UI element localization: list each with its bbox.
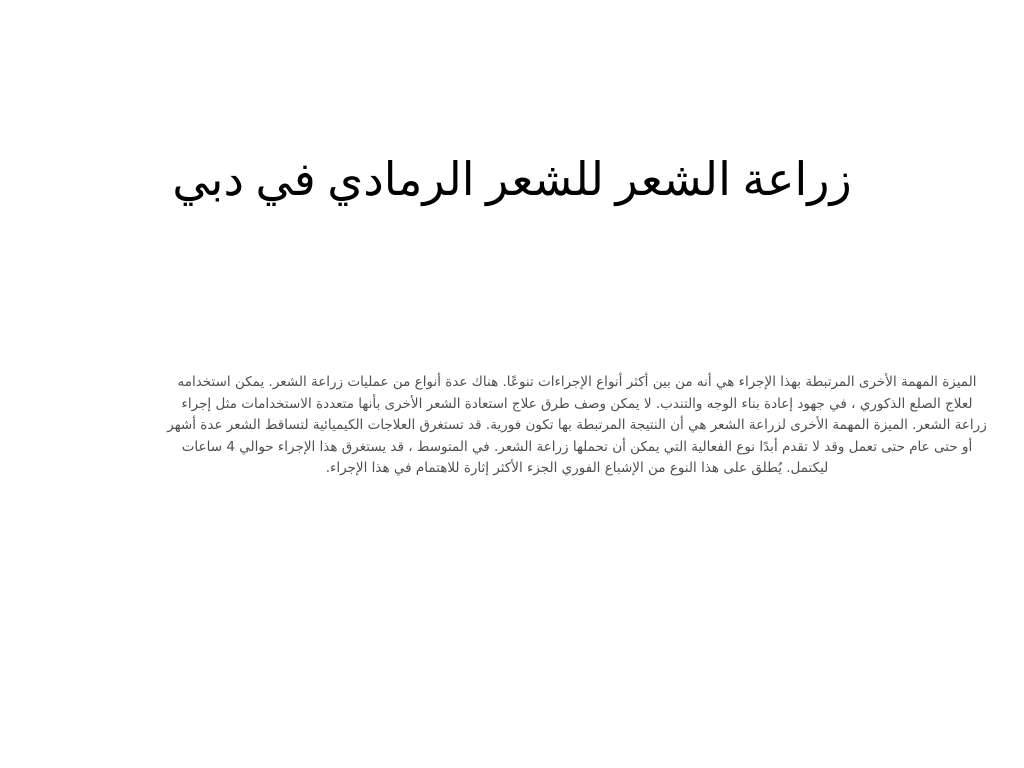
slide-title: زراعة الشعر للشعر الرمادي في دبي bbox=[172, 154, 852, 205]
slide-body-text: الميزة المهمة الأخرى المرتبطة بهذا الإجراء هي أنه من بين أكثر أنواع الإجراءات تنوعًا. هناك عدة أنواع من عمليات زراعة الشعر. يمكن استخدامه لعلاج الصلع الذكوري ، في جهود إعادة بناء الوجه والتندب. لا يمكن وصف طرق علاج استعادة الشعر الأخرى بأنها متعددة الاستخدامات مثل إجراء زراعة الشعر. الميزة المهمة الأخرى لزراعة الشعر هي أن النتيجة المرتبطة بها تكون فورية. قد تستغرق العلاجات الكيميائية لتساقط الشعر عدة أشهر أو حتى عام حتى تعمل وقد لا تقدم أبدًا نوع الفعالية التي يمكن أن تحملها زراعة الشعر. في المتوسط ، قد يستغرق هذا الإجراء حوالي 4 ساعات ليكتمل. يُطلق على هذا النوع من الإشباع الفوري الجزء الأكثر إثارة للاهتمام في هذا الإجراء. bbox=[167, 374, 987, 476]
